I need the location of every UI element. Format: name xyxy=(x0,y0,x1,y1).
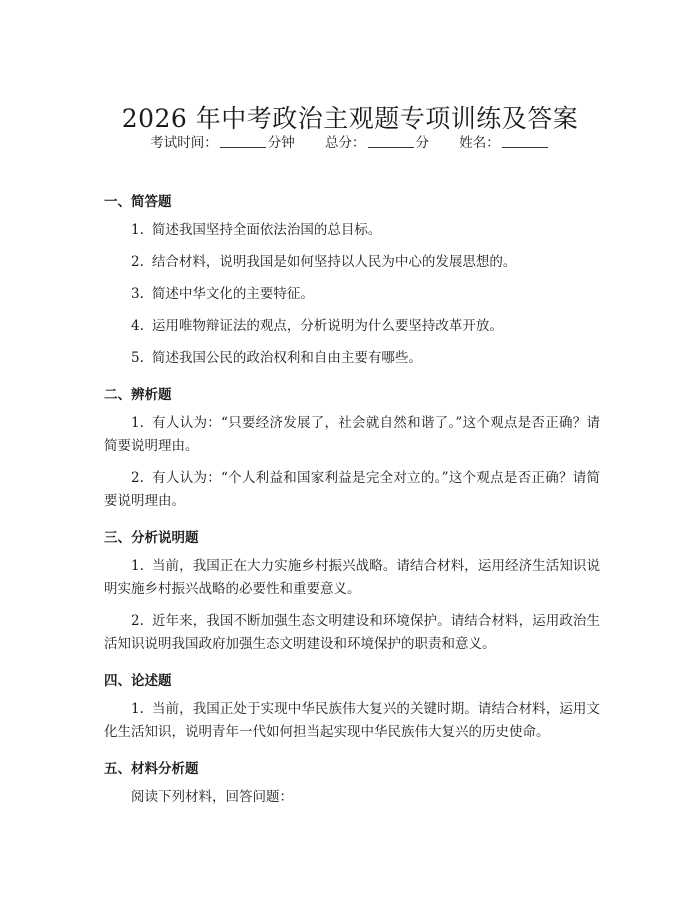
document-title: 2026 年中考政治主观题专项训练及答案 xyxy=(121,103,579,133)
student-name xyxy=(459,131,550,151)
question-item: 1. 有人认为：“只要经济发展了，社会就自然和谐了。”这个观点是否正确？请简要说明理由。 xyxy=(104,415,600,454)
time-blank xyxy=(220,135,266,148)
exam-time xyxy=(150,131,295,151)
question-item: 2. 结合材料，说明我国是如何坚持以人民为中心的发展思想的。 xyxy=(131,254,517,270)
section-short-answer xyxy=(104,190,600,370)
section-heading: 二、辨析题 xyxy=(104,387,172,403)
score-label: 总分： xyxy=(325,135,366,151)
question-item: 1. 当前，我国正处于实现中华民族伟大复兴的关键时期。请结合材料，运用文化生活知识，说明青年一代如何担当起实现中华民族伟大复兴的历史使命。 xyxy=(104,701,600,740)
total-score xyxy=(325,131,429,151)
time-label: 考试时间： xyxy=(150,135,218,151)
name-blank xyxy=(502,135,548,148)
question-item: 阅读下列材料，回答问题： xyxy=(131,789,293,805)
score-unit: 分 xyxy=(415,135,429,151)
question-item: 2. 近年来，我国不断加强生态文明建设和环境保护。请结合材料，运用政治生活知识说明我国政府加强生态文明建设和环境保护的职责和意义。 xyxy=(104,613,600,652)
section-discrimination xyxy=(104,383,600,513)
section-heading: 五、材料分析题 xyxy=(104,761,199,777)
name-label: 姓名： xyxy=(459,135,500,151)
question-item: 4. 运用唯物辩证法的观点，分析说明为什么要坚持改革开放。 xyxy=(131,318,503,334)
question-content xyxy=(104,190,600,809)
question-item: 3. 简述中华文化的主要特征。 xyxy=(131,286,314,302)
score-blank xyxy=(368,135,414,148)
section-analysis xyxy=(104,526,600,656)
question-item: 2. 有人认为：“个人利益和国家利益是完全对立的。”这个观点是否正确？请简要说明理由。 xyxy=(104,470,600,509)
section-heading: 一、简答题 xyxy=(104,194,172,210)
section-heading: 三、分析说明题 xyxy=(104,530,199,546)
section-material-analysis xyxy=(104,757,600,809)
section-essay xyxy=(104,669,600,744)
question-item: 5. 简述我国公民的政治权利和自由主要有哪些。 xyxy=(131,350,422,366)
question-item: 1. 简述我国坚持全面依法治国的总目标。 xyxy=(131,222,382,238)
question-item: 1. 当前，我国正在大力实施乡村振兴战略。请结合材料，运用经济生活知识说明实施乡村振兴战略的必要性和重要意义。 xyxy=(104,558,600,597)
exam-meta xyxy=(0,131,700,151)
section-heading: 四、论述题 xyxy=(104,673,172,689)
time-unit: 分钟 xyxy=(267,135,295,151)
